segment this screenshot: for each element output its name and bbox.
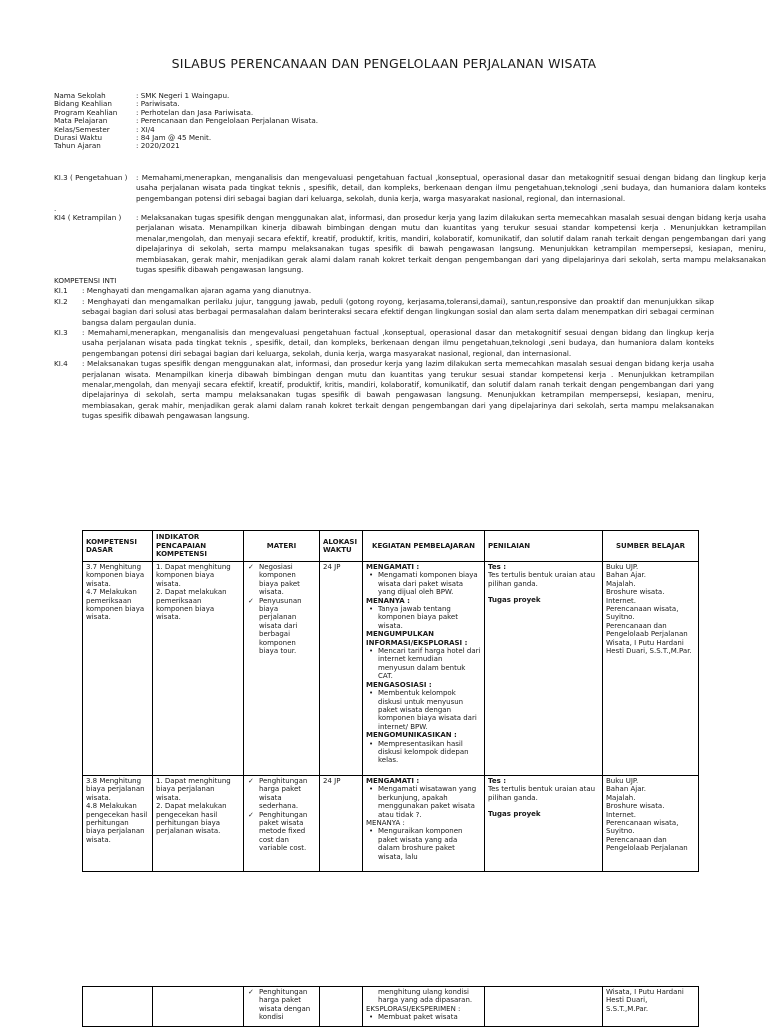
- ki-text: : Menghayati dan mengamalkan perilaku jujur, tanggung jawab, peduli (gotong royong, kerjasama,toleransi,damai), santun,responsive dan proaktif dan menunjukkan sikap sebagai bagian dari solusi atas berbagai permasalahan dalam berinteraksi secara efektif dengan lingkungan sosial dan alam serta dalam menempatkan diri sebagai cerminan bangsa dalam pergaulan dunia.: [82, 296, 714, 327]
- kegiatan-item: • Membentuk kelompok diskusi untuk menyusun paket wisata dengan komponen biaya wisata dari internet/ BPW.: [378, 689, 481, 731]
- penilaian-tugas: Tugas proyek: [488, 810, 541, 819]
- ki-number: KI.2: [54, 296, 68, 306]
- ipk-item: 2. Dapat melakukan pengecekan hasil perhitungan biaya perjalanan wisata.: [156, 802, 227, 836]
- sumber-item: Perencanaan dan Pengelolaab Perjalanan: [606, 835, 688, 853]
- materi-item: ✓ Penghitungan paket wisata metode fixed cost dan variable cost.: [259, 811, 316, 853]
- cell-penilaian: [485, 776, 603, 872]
- sumber-item: Majalah.: [606, 793, 636, 802]
- kegiatan-item: • Tanya jawab tentang komponen biaya paket wisata.: [378, 605, 481, 630]
- materi-list: [247, 988, 316, 1022]
- sumber-item: Internet.: [606, 596, 637, 605]
- cell-ipk: [153, 987, 244, 1027]
- cell-waktu: 24 JP: [320, 562, 363, 776]
- kompetensi-inti-heading: KOMPETENSI INTI: [54, 276, 117, 285]
- header-materi: MATERI: [244, 531, 320, 562]
- kegiatan-list: [366, 1013, 481, 1021]
- kegiatan-item: • Mengamati komponen biaya wisata dari paket wisata yang dijual oleh BPW.: [378, 571, 481, 596]
- identity-label: Mata Pelajaran: [54, 116, 108, 126]
- kegiatan-heading: MENGAMATI :: [366, 777, 420, 785]
- kd-item: 3.7 Menghitung komponen biaya wisata.: [86, 563, 145, 588]
- identity-row: [54, 142, 318, 150]
- sumber-item: Bahan Ajar.: [606, 571, 646, 580]
- kegiatan-list: [366, 785, 481, 819]
- kegiatan-heading: MENANYA :: [366, 596, 410, 605]
- penilaian-tes: Tes tertulis bentuk uraian atau pilihan ganda.: [488, 571, 596, 588]
- kegiatan-heading: MENGOMUNIKASIKAN :: [366, 731, 457, 740]
- penilaian-tes: Tes tertulis bentuk uraian atau pilihan ganda.: [488, 785, 596, 802]
- ki-number: KI.1: [54, 286, 68, 296]
- header-kegiatan: KEGIATAN PEMBELAJARAN: [363, 531, 485, 562]
- cell-kegiatan: [363, 562, 485, 776]
- identity-value: : Pariwisata.: [136, 99, 180, 109]
- ki-text: : Menghayati dan mengamalkan ajaran agama yang dianutnya.: [82, 286, 312, 296]
- ki-number: KI.4: [54, 359, 68, 369]
- cell-ipk: [153, 562, 244, 776]
- table-row: [83, 987, 699, 1027]
- cell-sumber: [603, 562, 699, 776]
- kd-item: 3.8 Menghitung biaya perjalanan wisata.: [86, 777, 145, 802]
- sumber-item: Hesti Duari,: [606, 996, 648, 1005]
- kegiatan-list: [366, 605, 481, 630]
- identity-block: [54, 92, 318, 151]
- identity-value: : SMK Negeri 1 Waingapu.: [136, 91, 230, 100]
- sumber-item: Bahan Ajar.: [606, 785, 646, 794]
- cell-kd: [83, 987, 153, 1027]
- kegiatan-list: [366, 827, 481, 861]
- identity-value: : Perhotelan dan Jasa Pariwisata.: [136, 107, 254, 117]
- cell-ipk: [153, 776, 244, 872]
- identity-value: : 84 Jam @ 45 Menit.: [136, 133, 212, 143]
- cell-sumber: [603, 776, 699, 872]
- cell-materi: [244, 987, 320, 1027]
- identity-label: Tahun Ajaran: [54, 141, 101, 151]
- kegiatan-continuation: menghitung ulang kondisi harga yang ada dipasaran.: [378, 988, 473, 1005]
- header-indikator: INDIKATOR PENCAPAIAN KOMPETENSI: [153, 531, 244, 562]
- cell-kd: [83, 562, 153, 776]
- kegiatan-heading: MENANYA :: [366, 819, 405, 828]
- kegiatan-item: • Mengamati wisatawan yang berkunjung, apakah menggunakan paket wisata atau tidak ?.: [378, 785, 481, 819]
- sumber-item: Broshure wisata.: [606, 802, 665, 811]
- identity-label: Program Keahlian: [54, 107, 118, 117]
- cell-sumber: [603, 987, 699, 1027]
- sumber-item: Buku UJP.: [606, 563, 639, 571]
- ki-item: [54, 286, 714, 296]
- ki-item: [54, 297, 714, 328]
- kegiatan-item: • Mempresentasikan hasil diskusi kelompok didepan kelas.: [378, 740, 481, 765]
- sumber-item: Perencanaan wisata, Suyitno.: [606, 819, 679, 836]
- table-row: [83, 776, 699, 872]
- table-header-row: [83, 531, 699, 562]
- identity-label: Bidang Keahlian: [54, 99, 112, 109]
- sumber-item: S.S.T.,M.Par.: [606, 1004, 649, 1013]
- header-penilaian: PENILAIAN: [485, 531, 603, 562]
- kompetensi-inti-section: [54, 276, 714, 422]
- document-title: SILABUS PERENCANAAN DAN PENGELOLAAN PERJALANAN WISATA: [171, 56, 597, 71]
- ki4-block: [54, 213, 766, 277]
- materi-item: ✓ Penghitungan harga paket wisata dengan kondisi: [259, 988, 316, 1022]
- ipk-item: 2. Dapat melakukan pemeriksaan komponen biaya wisata.: [156, 588, 227, 622]
- ki3-label: KI.3 ( Pengetahuan ): [54, 173, 128, 182]
- ki-text: : Memahami,menerapkan, menganalisis dan mengevaluasi pengetahuan factual ,konseptual, operasional dasar dan metakognitif sesuai dengan bidang dan lingkup kerja usaha perjalanan wisata pada tingkat teknis , spesifik, detail, dan kompleks, berkenaan dengan ilmu pengetahuan,teknologi ,seni budaya, dan humaniora dalam konteks pengembangan potensi diri sebagai bagian dari keluarga, sekolah, dunia kerja, warga masyarakat nasional, regional, dan internasional.: [82, 328, 714, 358]
- header-kompetensi-dasar: KOMPETENSI DASAR: [83, 531, 153, 562]
- kegiatan-item: • Membuat paket wisata: [378, 1013, 481, 1021]
- cell-kd: [83, 776, 153, 872]
- cell-penilaian: [485, 562, 603, 776]
- table-row: [83, 562, 699, 776]
- sumber-item: Perencanaan wisata, Suyitno.: [606, 605, 679, 622]
- identity-value: : 2020/2021: [136, 141, 180, 151]
- sumber-item: Internet.: [606, 810, 637, 819]
- identity-label: Nama Sekolah: [54, 91, 106, 100]
- header-alokasi-waktu: ALOKASI WAKTU: [320, 531, 363, 562]
- materi-list: [247, 563, 316, 655]
- kegiatan-list: [366, 740, 481, 765]
- identity-value: : XI/4: [136, 124, 155, 134]
- ki3-text: : Memahami,menerapkan, menganalisis dan mengevaluasi pengetahuan factual ,konseptual, operasional dasar dan metakognitif sesuai dengan bidang dan lingkup kerja usaha perjalanan wisata pada tingkat teknis , spesifik, detail, dan kompleks, berkenaan dengan ilmu pengetahuan,teknologi ,seni budaya, dan humaniora dalam konteks pengembangan potensi diri sebagai bagian dari keluarga, sekolah, dunia kerja, warga masyarakat nasional, regional, dan internasional.: [136, 173, 766, 203]
- cell-waktu: 24 JP: [320, 776, 363, 872]
- ki-item: [54, 328, 714, 359]
- ki-text: : Melaksanakan tugas spesifik dengan menggunakan alat, informasi, dan prosedur kerja yang lazim dilakukan serta memecahkan masalah sesuai dengan bidang kerja usaha perjalanan wisata. Menampilkan kinerja dibawah bimbingan dengan mutu dan kuantitas yang terukur sesuai standar kompetensi kerja . Menunjukkan ketrampilan menalar,mengolah, dan menyaji secara efektif, kreatif, produktif, kritis, mandiri, kolaboratif, komunikatif, dan solutif dalam ranah terkait dengan pengembangan dari yang dipelajarinya di sekolah, serta mampu melaksanakan tugas spesifik di bawah pengawasan langsung. Menunjukkan ketrampilan mempersepsi, kesiapan, meniru, membiasakan, gerak mahir, menjadikan gerak alami dalam ranah kokret terkait dengan pengembangan dari yang dipelajarinya dari sekolah, serta mampu melaksanakan tugas spesifik dibawah pengawasan langsung.: [82, 359, 714, 421]
- sumber-item: Perencanaan dan Pengelolaab Perjalanan Wisata, I Putu Hardani Hesti Duari, S.S.T.,M.Par.: [606, 621, 692, 656]
- kegiatan-heading: EKSPLORASI/EKSPERIMEN :: [366, 1004, 461, 1013]
- materi-item: ✓ Negosiasi komponen biaya paket wisata.: [259, 563, 316, 597]
- identity-label: Durasi Waktu: [54, 133, 103, 143]
- sumber-item: Broshure wisata.: [606, 588, 665, 597]
- separator-dot: .: [54, 204, 57, 213]
- kd-item: 4.8 Melakukan pengecekan hasil perhitungan biaya perjalanan wisata.: [86, 802, 148, 844]
- ipk-item: 1. Dapat menghitung biaya perjalanan wisata.: [156, 777, 231, 802]
- penilaian-tes-label: Tes :: [488, 777, 506, 785]
- penilaian-tugas: Tugas proyek: [488, 596, 541, 605]
- ki-number: KI.3: [54, 328, 68, 338]
- ki4-text: : Melaksanakan tugas spesifik dengan menggunakan alat, informasi, dan prosedur kerja yang lazim dilakukan serta memecahkan masalah sesuai dengan bidang kerja usaha perjalanan wisata. Menampilkan kinerja dibawah bimbingan dengan mutu dan kuantitas yang terukur sesuai standar kompetensi kerja . Menunjukkan ketrampilan menalar,mengolah, dan menyaji secara efektif, kreatif, produktif, kritis, mandiri, kolaboratif, komunikatif, dan solutif dalam ranah terkait dengan pengembangan dari yang dipelajarinya di sekolah, serta mampu melaksanakan tugas spesifik di bawah pengawasan langsung. Menunjukkan ketrampilan mempersepsi, kesiapan, meniru, membiasakan, gerak mahir, menjadikan gerak alami dalam ranah kokret terkait dengan pengembangan dari yang dipelajarinya dari sekolah, serta mampu melaksanakan tugas spesifik dibawah pengawasan langsung.: [136, 213, 766, 275]
- identity-value: : Perencanaan dan Pengelolaan Perjalanan Wisata.: [136, 116, 319, 126]
- cell-kegiatan: [363, 776, 485, 872]
- ipk-item: 1. Dapat menghitung komponen biaya wisata.: [156, 563, 231, 588]
- kegiatan-item: • Mencari tarif harga hotel dari internet kemudian menyusun dalam bentuk CAT.: [378, 647, 481, 681]
- sumber-item: Majalah.: [606, 579, 636, 588]
- identity-label: Kelas/Semester: [54, 124, 110, 134]
- materi-list: [247, 777, 316, 853]
- kegiatan-list: [366, 689, 481, 731]
- syllabus-table: [82, 530, 699, 872]
- cell-waktu: [320, 987, 363, 1027]
- header-sumber-belajar: SUMBER BELAJAR: [603, 531, 699, 562]
- penilaian-tes-label: Tes :: [488, 563, 506, 571]
- materi-item: ✓ Penghitungan harga paket wisata sederhana.: [259, 777, 316, 811]
- kegiatan-item: • Menguraikan komponen paket wisata yang ada dalam broshure paket wisata, lalu: [378, 827, 481, 861]
- sumber-item: Buku UJP.: [606, 777, 639, 785]
- cell-materi: [244, 776, 320, 872]
- syllabus-table-continued: [82, 986, 699, 1027]
- cell-penilaian: [485, 987, 603, 1027]
- ki3-block: [54, 173, 766, 205]
- kegiatan-heading: MENGASOSIASI :: [366, 680, 432, 689]
- cell-materi: [244, 562, 320, 776]
- materi-item: ✓ Penyusunan biaya perjalanan wisata dari berbagai komponen biaya tour.: [259, 597, 316, 656]
- ki4-label: KI4 ( Ketrampilan ): [54, 213, 122, 222]
- kd-item: 4.7 Melakukan pemeriksaan komponen biaya wisata.: [86, 588, 145, 622]
- kegiatan-heading: MENGAMATI :: [366, 563, 420, 571]
- sumber-item: Wisata, I Putu Hardani: [606, 988, 684, 996]
- kegiatan-list: [366, 571, 481, 596]
- kegiatan-list: [366, 647, 481, 681]
- ki-item: [54, 359, 714, 421]
- kegiatan-heading: MENGUMPULKAN INFORMASI/EKSPLORASI :: [366, 630, 468, 647]
- cell-kegiatan: [363, 987, 485, 1027]
